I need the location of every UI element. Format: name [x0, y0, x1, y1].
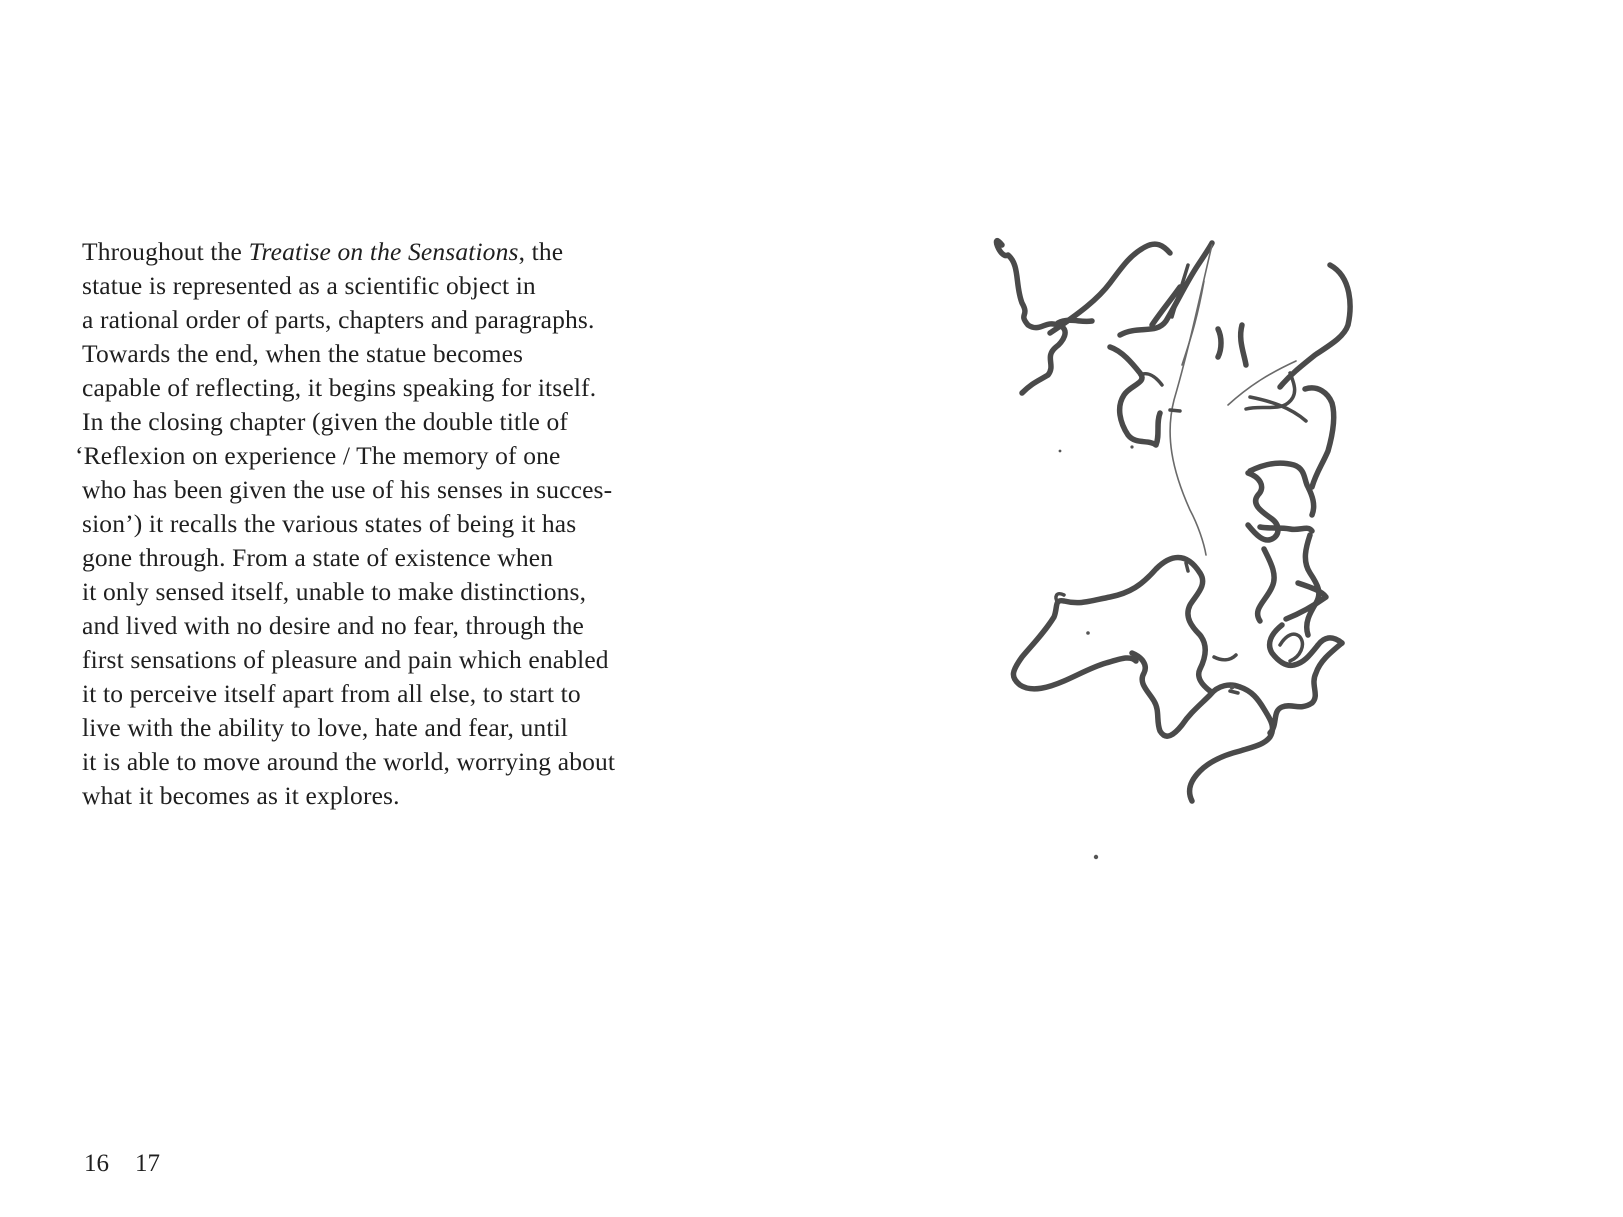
paragraph-line: gone through. From a state of existence when [82, 543, 554, 572]
paragraph-line: what it becomes as it explores. [82, 781, 400, 810]
paragraph-line: Throughout the Treatise on the Sensations, the [82, 237, 564, 266]
paragraph-line: it is able to move around the world, worrying about [82, 747, 616, 776]
body-paragraph [75, 235, 722, 813]
paragraph-line: it only sensed itself, unable to make distinctions, [82, 577, 587, 606]
paragraph-line: and lived with no desire and no fear, through the [82, 611, 585, 640]
paragraph-line: In the closing chapter (given the double title of [82, 407, 569, 436]
paragraph-line: who has been given the use of his senses in succes- [82, 475, 613, 504]
paragraph-line: a rational order of parts, chapters and paragraphs. [82, 305, 595, 334]
paragraph-line: it to perceive itself apart from all else, to start to [82, 679, 581, 708]
ink-figure-drawing [960, 225, 1400, 915]
paragraph-line: live with the ability to love, hate and fear, until [82, 713, 569, 742]
paragraph-line: first sensations of pleasure and pain which enabled [82, 645, 609, 674]
folio-left: 16 [84, 1150, 109, 1177]
page-numbers [84, 1150, 160, 1178]
folio-right: 17 [135, 1150, 160, 1177]
paragraph-line: capable of reflecting, it begins speaking for itself. [82, 373, 597, 402]
paragraph-line: sion’) it recalls the various states of being it has [82, 509, 577, 538]
paragraph-line: statue is represented as a scientific object in [82, 271, 536, 300]
paragraph-line: ‘Reflexion on experience / The memory of one [75, 441, 561, 470]
paragraph-line: Towards the end, when the statue becomes [82, 339, 524, 368]
